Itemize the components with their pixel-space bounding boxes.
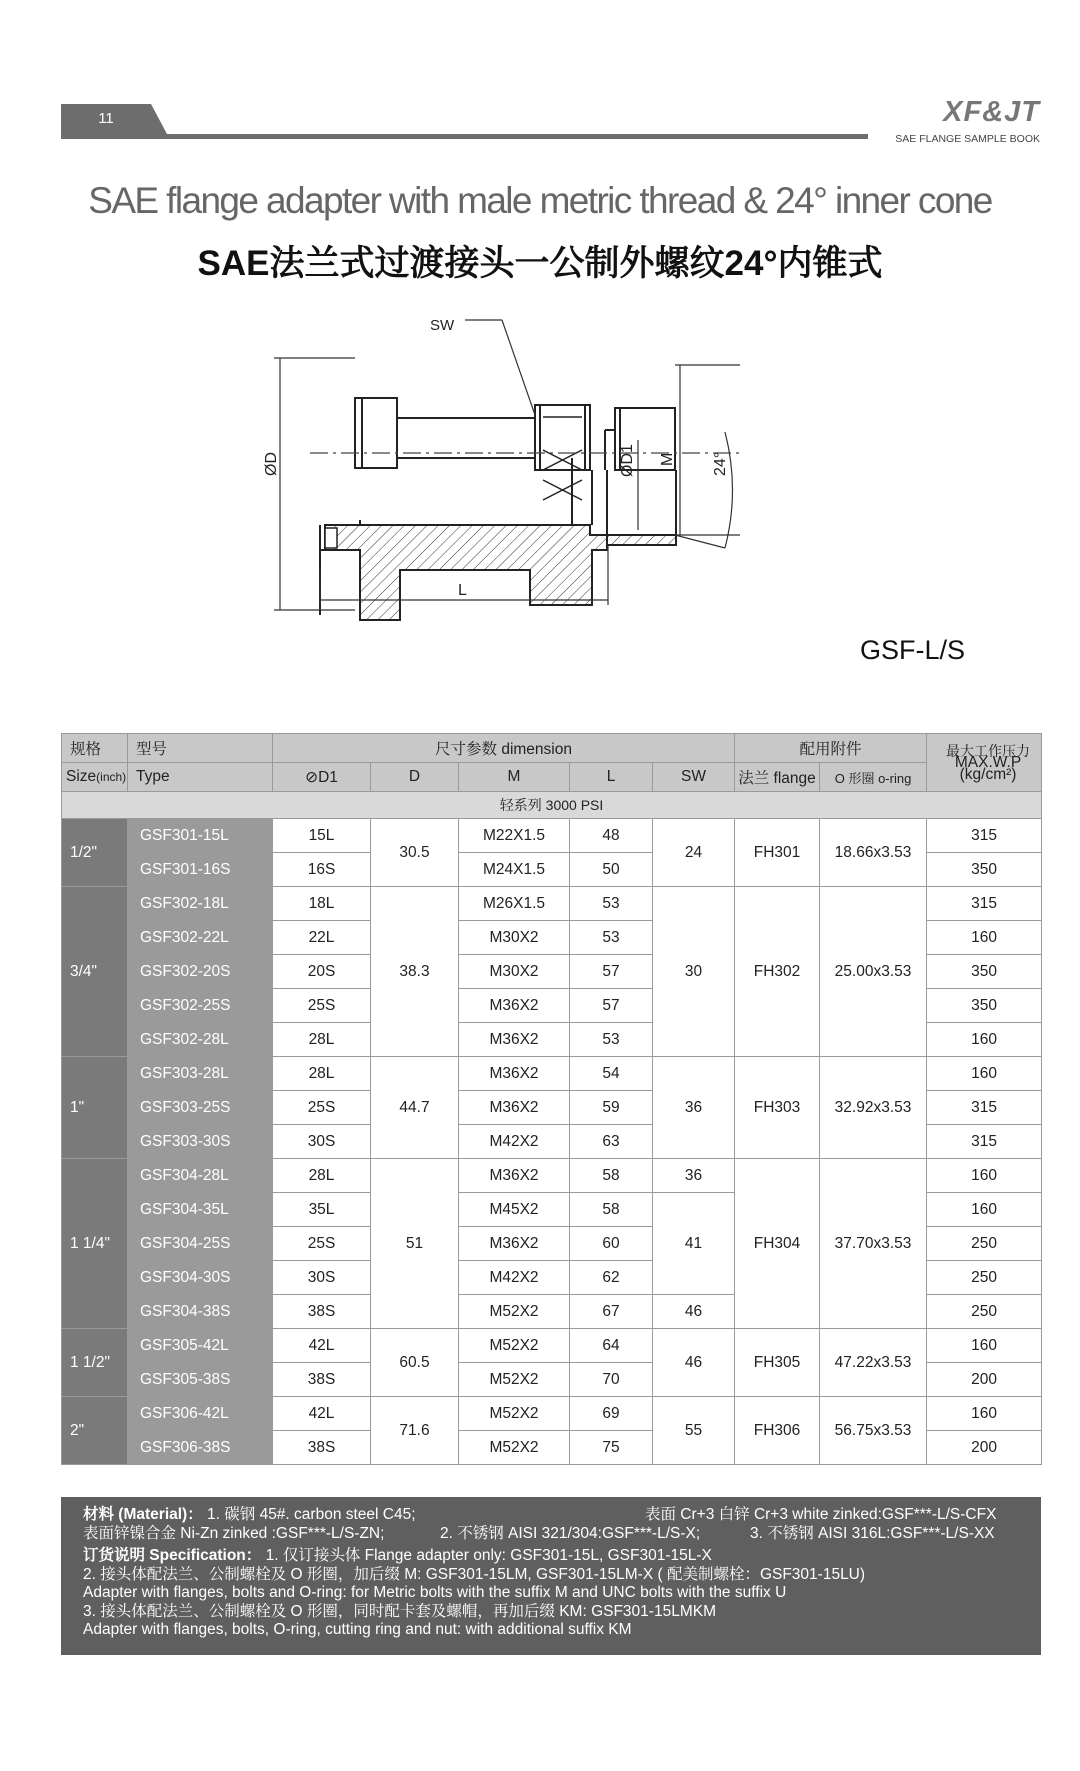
m-cell: M36X2 xyxy=(459,1023,570,1057)
oring-cell: 56.75x3.53 xyxy=(820,1397,927,1465)
material-surface: 表面 Cr+3 白锌 Cr+3 white zinked:GSF***-L/S-CFX xyxy=(645,1506,997,1523)
table-row xyxy=(62,819,1042,853)
m-cell: M30X2 xyxy=(459,955,570,989)
l-cell: 57 xyxy=(570,955,653,989)
m-cell: M52X2 xyxy=(459,1295,570,1329)
wp-cell: 160 xyxy=(927,1397,1042,1431)
m-cell: M24X1.5 xyxy=(459,853,570,887)
material-line-2 xyxy=(83,1525,1019,1544)
d1-cell: 16S xyxy=(273,853,371,887)
d1-cell: 28L xyxy=(273,1023,371,1057)
table-row xyxy=(62,1159,1042,1193)
wp-cell: 315 xyxy=(927,1125,1042,1159)
sw-cell: 24 xyxy=(653,819,735,887)
size-cell: 1 1/2" xyxy=(62,1329,128,1397)
wp-cell: 160 xyxy=(927,1193,1042,1227)
type-cell: GSF302-22L xyxy=(128,921,273,955)
d1-cell: 20S xyxy=(273,955,371,989)
material-label: 材料 (Material)： xyxy=(83,1506,203,1523)
type-cell: GSF304-38S xyxy=(128,1295,273,1329)
h-m: M xyxy=(459,763,570,792)
flange-cell: FH301 xyxy=(735,819,820,887)
h-max-en: MAX.W.P xyxy=(954,753,1022,771)
wp-cell: 350 xyxy=(927,955,1042,989)
sw-cell: 46 xyxy=(653,1295,735,1329)
type-cell: GSF303-28L xyxy=(128,1057,273,1091)
l-cell: 53 xyxy=(570,921,653,955)
h-l: L xyxy=(570,763,653,792)
h-sw: SW xyxy=(653,763,735,792)
wp-cell: 160 xyxy=(927,1159,1042,1193)
l-cell: 53 xyxy=(570,887,653,921)
flange-cell: FH302 xyxy=(735,887,820,1057)
d1-cell: 18L xyxy=(273,887,371,921)
flange-cell: FH305 xyxy=(735,1329,820,1397)
spec-table xyxy=(61,733,1042,1465)
oring-cell: 32.92x3.53 xyxy=(820,1057,927,1159)
oring-cell: 47.22x3.53 xyxy=(820,1329,927,1397)
section-hatch xyxy=(320,525,676,620)
model-code: GSF-L/S xyxy=(860,635,966,665)
m-cell: M45X2 xyxy=(459,1193,570,1227)
label-od1: ØD1 xyxy=(619,444,636,477)
table-row xyxy=(62,1057,1042,1091)
material-1: 1. 碳钢 45#. carbon steel C45; xyxy=(207,1506,416,1523)
type-cell: GSF302-20S xyxy=(128,955,273,989)
d1-cell: 35L xyxy=(273,1193,371,1227)
h-size xyxy=(62,763,128,792)
flange-cell: FH304 xyxy=(735,1159,820,1329)
wp-cell: 200 xyxy=(927,1363,1042,1397)
flange-cell: FH306 xyxy=(735,1397,820,1465)
sw-cell: 36 xyxy=(653,1159,735,1193)
l-cell: 70 xyxy=(570,1363,653,1397)
type-cell: GSF301-15L xyxy=(128,819,273,853)
h-size-label: Size xyxy=(66,768,97,785)
d1-cell: 30S xyxy=(273,1125,371,1159)
m-cell: M36X2 xyxy=(459,1057,570,1091)
h-dimension: 尺寸参数 dimension xyxy=(273,734,735,763)
material-2: 2. 不锈钢 AISI 321/304:GSF***-L/S-X; xyxy=(440,1524,701,1542)
type-cell: GSF304-25S xyxy=(128,1227,273,1261)
page-number: 11 xyxy=(98,110,114,127)
sw-cell: 41 xyxy=(653,1193,735,1295)
wp-cell: 350 xyxy=(927,853,1042,887)
title-chinese: SAE法兰式过渡接头一公制外螺纹24°内锥式 xyxy=(197,244,883,283)
size-cell: 1 1/4" xyxy=(62,1159,128,1329)
h-max-unit: (kg/cm²) xyxy=(959,765,1017,783)
d1-cell: 38S xyxy=(273,1431,371,1465)
table-row xyxy=(62,887,1042,921)
m-cell: M52X2 xyxy=(459,1329,570,1363)
type-cell: GSF303-25S xyxy=(128,1091,273,1125)
sw-cell: 36 xyxy=(653,1057,735,1159)
type-cell: GSF303-30S xyxy=(128,1125,273,1159)
header-row-2 xyxy=(62,763,1042,792)
h-max-pressure xyxy=(927,734,1042,792)
wp-cell: 315 xyxy=(927,887,1042,921)
h-d: D xyxy=(371,763,459,792)
d-cell: 38.3 xyxy=(371,887,459,1057)
d1-cell: 28L xyxy=(273,1057,371,1091)
d1-cell: 25S xyxy=(273,1227,371,1261)
type-cell: GSF304-30S xyxy=(128,1261,273,1295)
d-cell: 60.5 xyxy=(371,1329,459,1397)
l-cell: 75 xyxy=(570,1431,653,1465)
l-cell: 57 xyxy=(570,989,653,1023)
wp-cell: 160 xyxy=(927,1329,1042,1363)
type-cell: GSF305-38S xyxy=(128,1363,273,1397)
l-cell: 69 xyxy=(570,1397,653,1431)
d1-cell: 38S xyxy=(273,1295,371,1329)
title-english: SAE flange adapter with male metric thread & 24° inner cone xyxy=(88,180,992,221)
type-cell: GSF305-42L xyxy=(128,1329,273,1363)
d-cell: 71.6 xyxy=(371,1397,459,1465)
size-cell: 2" xyxy=(62,1397,128,1465)
brand-logo: XF&JT xyxy=(943,96,1040,128)
type-cell: GSF302-25S xyxy=(128,989,273,1023)
type-cell: GSF301-16S xyxy=(128,853,273,887)
l-cell: 50 xyxy=(570,853,653,887)
m-cell: M30X2 xyxy=(459,921,570,955)
m-cell: M42X2 xyxy=(459,1125,570,1159)
page-tab-corner xyxy=(151,104,167,134)
wp-cell: 250 xyxy=(927,1295,1042,1329)
oring-cell: 37.70x3.53 xyxy=(820,1159,927,1329)
technical-drawing xyxy=(263,317,830,675)
sw-cell: 30 xyxy=(653,887,735,1057)
h-spec: 规格 xyxy=(62,734,128,763)
wp-cell: 250 xyxy=(927,1261,1042,1295)
d1-cell: 25S xyxy=(273,1091,371,1125)
m-cell: M36X2 xyxy=(459,1227,570,1261)
size-cell: 3/4" xyxy=(62,887,128,1057)
sw-cell: 46 xyxy=(653,1329,735,1397)
size-cell: 1" xyxy=(62,1057,128,1159)
order-line-2-en: Adapter with flanges, bolts and O-ring: for Metric bolts with the suffix M and UNC bolts with the suffix U xyxy=(83,1584,787,1601)
m-cell: M22X1.5 xyxy=(459,819,570,853)
label-m: M xyxy=(659,452,676,466)
l-cell: 59 xyxy=(570,1091,653,1125)
h-flange: 法兰 flange xyxy=(735,763,820,792)
d1-cell: 38S xyxy=(273,1363,371,1397)
h-max-cn: 最大工作压力 xyxy=(946,742,1031,759)
m-cell: M52X2 xyxy=(459,1397,570,1431)
m-cell: M36X2 xyxy=(459,989,570,1023)
wp-cell: 160 xyxy=(927,1023,1042,1057)
d1-cell: 28L xyxy=(273,1159,371,1193)
h-size-unit: (inch) xyxy=(96,770,127,784)
series-label: 轻系列 3000 PSI xyxy=(62,792,1042,819)
d-cell: 44.7 xyxy=(371,1057,459,1159)
d1-cell: 15L xyxy=(273,819,371,853)
oring-cell: 18.66x3.53 xyxy=(820,819,927,887)
material-line-1 xyxy=(83,1506,1019,1525)
l-cell: 64 xyxy=(570,1329,653,1363)
d1-cell: 42L xyxy=(273,1397,371,1431)
l-cell: 58 xyxy=(570,1193,653,1227)
label-angle: 24° xyxy=(712,451,729,476)
l-cell: 54 xyxy=(570,1057,653,1091)
m-cell: M36X2 xyxy=(459,1159,570,1193)
label-l: L xyxy=(458,582,467,599)
type-cell: GSF306-42L xyxy=(128,1397,273,1431)
h-type-cn: 型号 xyxy=(128,734,273,763)
order-1: 1. 仅订接头体 Flange adapter only: GSF301-15L, GSF301-15L-X xyxy=(265,1547,712,1564)
d1-cell: 22L xyxy=(273,921,371,955)
wp-cell: 315 xyxy=(927,819,1042,853)
m-cell: M36X2 xyxy=(459,1091,570,1125)
wp-cell: 315 xyxy=(927,1091,1042,1125)
material-nizn: 表面锌镍合金 Ni-Zn zinked :GSF***-L/S-ZN; xyxy=(83,1524,385,1542)
d1-cell: 30S xyxy=(273,1261,371,1295)
h-oring: O 形圈 o-ring xyxy=(820,763,927,792)
flange-cell: FH303 xyxy=(735,1057,820,1159)
order-line-1 xyxy=(83,1547,1019,1566)
l-cell: 63 xyxy=(570,1125,653,1159)
m-cell: M52X2 xyxy=(459,1363,570,1397)
label-od: ØD xyxy=(263,452,280,476)
d1-cell: 42L xyxy=(273,1329,371,1363)
wp-cell: 160 xyxy=(927,921,1042,955)
l-cell: 67 xyxy=(570,1295,653,1329)
order-line-2: 2. 接头体配法兰、公制螺栓及 O 形圈，加后缀 M: GSF301-15LM, GSF301-15LM-X ( 配美制螺栓：GSF301-15LU) xyxy=(83,1565,866,1583)
wp-cell: 350 xyxy=(927,989,1042,1023)
brand-subtitle: SAE FLANGE SAMPLE BOOK xyxy=(895,133,1040,145)
d1-cell: 25S xyxy=(273,989,371,1023)
table-row xyxy=(62,1397,1042,1431)
l-cell: 53 xyxy=(570,1023,653,1057)
wp-cell: 200 xyxy=(927,1431,1042,1465)
notes-panel xyxy=(61,1497,1041,1655)
order-line-3-en: Adapter with flanges, bolts, O-ring, cutting ring and nut: with additional suffix KM xyxy=(83,1621,632,1638)
l-cell: 62 xyxy=(570,1261,653,1295)
size-cell: 1/2" xyxy=(62,819,128,887)
l-cell: 58 xyxy=(570,1159,653,1193)
type-cell: GSF306-38S xyxy=(128,1431,273,1465)
order-line-3: 3. 接头体配法兰、公制螺栓及 O 形圈，同时配卡套及螺帽，再加后缀 KM: GSF301-15LMKM xyxy=(83,1602,716,1620)
wp-cell: 160 xyxy=(927,1057,1042,1091)
type-cell: GSF302-18L xyxy=(128,887,273,921)
header-rule xyxy=(61,134,868,139)
wp-cell: 250 xyxy=(927,1227,1042,1261)
order-label: 订货说明 Specification： xyxy=(83,1547,262,1564)
m-cell: M26X1.5 xyxy=(459,887,570,921)
type-cell: GSF304-35L xyxy=(128,1193,273,1227)
d-cell: 30.5 xyxy=(371,819,459,887)
h-accessories: 配用附件 xyxy=(735,734,927,763)
type-cell: GSF302-28L xyxy=(128,1023,273,1057)
oring-cell: 25.00x3.53 xyxy=(820,887,927,1057)
m-cell: M42X2 xyxy=(459,1261,570,1295)
material-3: 3. 不锈钢 AISI 316L:GSF***-L/S-XX xyxy=(750,1524,995,1542)
table-row xyxy=(62,1329,1042,1363)
h-d1: ⊘D1 xyxy=(273,763,371,792)
sw-cell: 55 xyxy=(653,1397,735,1465)
l-cell: 60 xyxy=(570,1227,653,1261)
l-cell: 48 xyxy=(570,819,653,853)
series-row xyxy=(62,792,1042,819)
type-cell: GSF304-28L xyxy=(128,1159,273,1193)
d-cell: 51 xyxy=(371,1159,459,1329)
h-type: Type xyxy=(128,763,273,792)
m-cell: M52X2 xyxy=(459,1431,570,1465)
header-row-1 xyxy=(62,734,1042,763)
label-sw: SW xyxy=(430,317,455,334)
